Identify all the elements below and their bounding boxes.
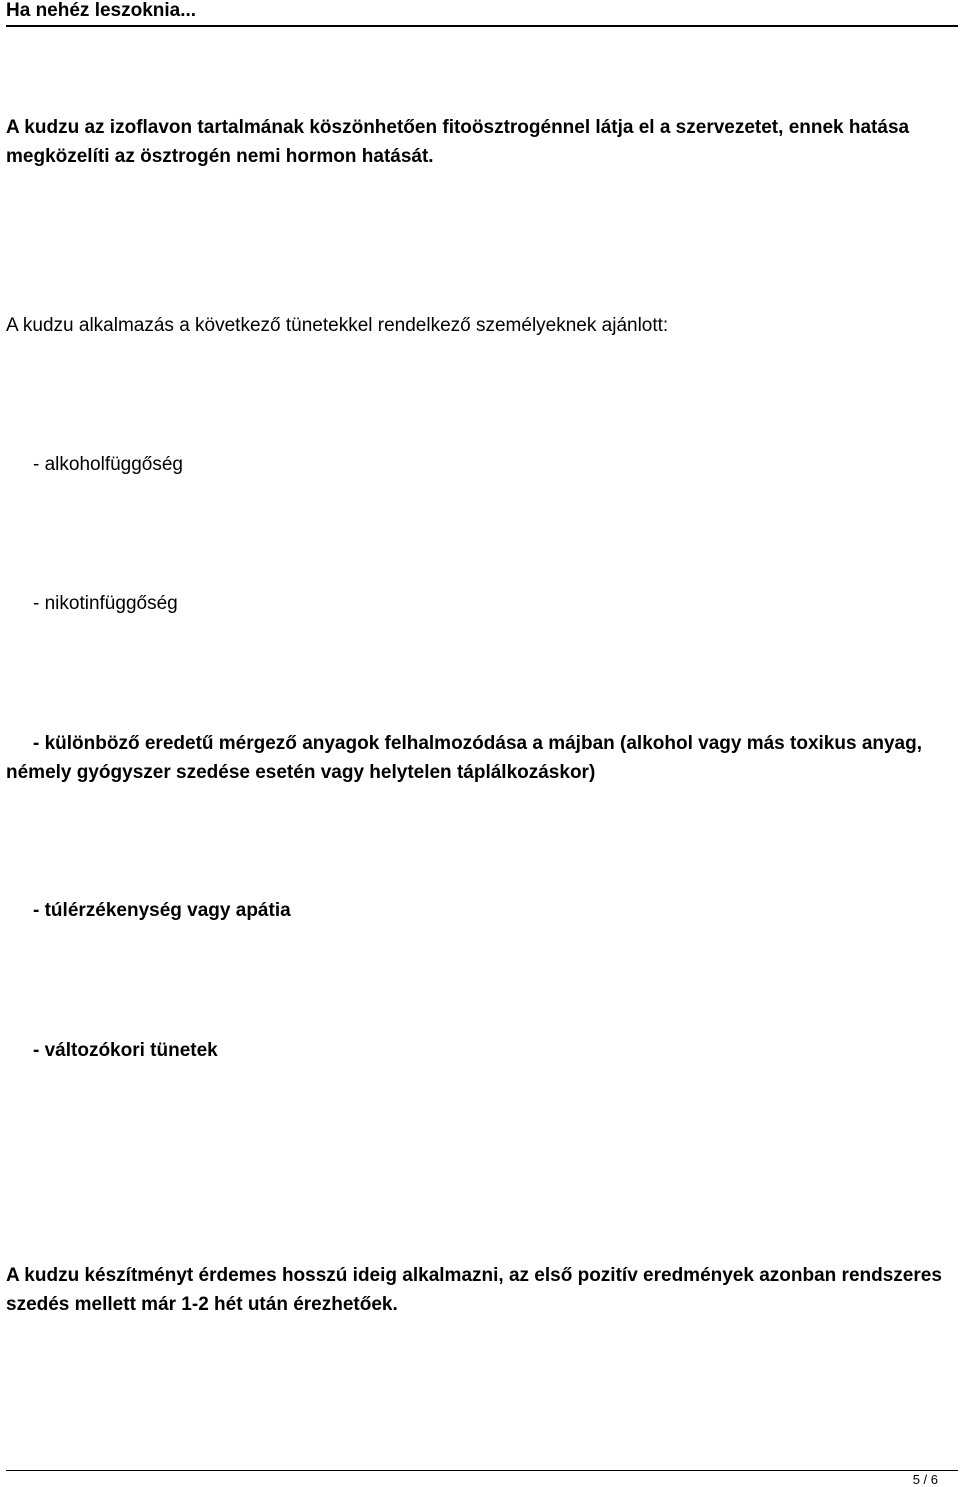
page-header-title: Ha nehéz leszoknia... bbox=[6, 0, 197, 21]
list-item-sensitivity: - túlérzékenység vagy apátia bbox=[33, 900, 291, 921]
paragraph-usage-duration: A kudzu készítményt érdemes hosszú ideig alkalmazni, az első pozitív eredmények azonban rendszeres szedés mellett már 1-2 hét után érezhetőek. bbox=[6, 1265, 942, 1315]
list-item-nicotine: - nikotinfüggőség bbox=[33, 593, 178, 614]
list-item-toxins: - különböző eredetű mérgező anyagok felhalmozódása a májban (alkohol vagy más toxikus anyag, némely gyógyszer szedése esetén vagy helytelen táplálkozáskor) bbox=[6, 733, 923, 783]
footer-divider bbox=[6, 1470, 958, 1471]
list-item-menopause: - változókori tünetek bbox=[33, 1040, 218, 1061]
paragraph-recommendation-intro: A kudzu alkalmazás a következő tünetekkel rendelkező személyeknek ajánlott: bbox=[6, 315, 669, 336]
header-divider bbox=[6, 25, 958, 27]
list-item-alcohol: - alkoholfüggőség bbox=[33, 454, 183, 475]
page-number: 5 / 6 bbox=[912, 1472, 938, 1487]
paragraph-izoflavon: A kudzu az izoflavon tartalmának köszönhetően fitoösztrogénnel látja el a szervezetet, ennek hatása megközelíti az ösztrogén nemi hormon hatását. bbox=[6, 117, 910, 167]
